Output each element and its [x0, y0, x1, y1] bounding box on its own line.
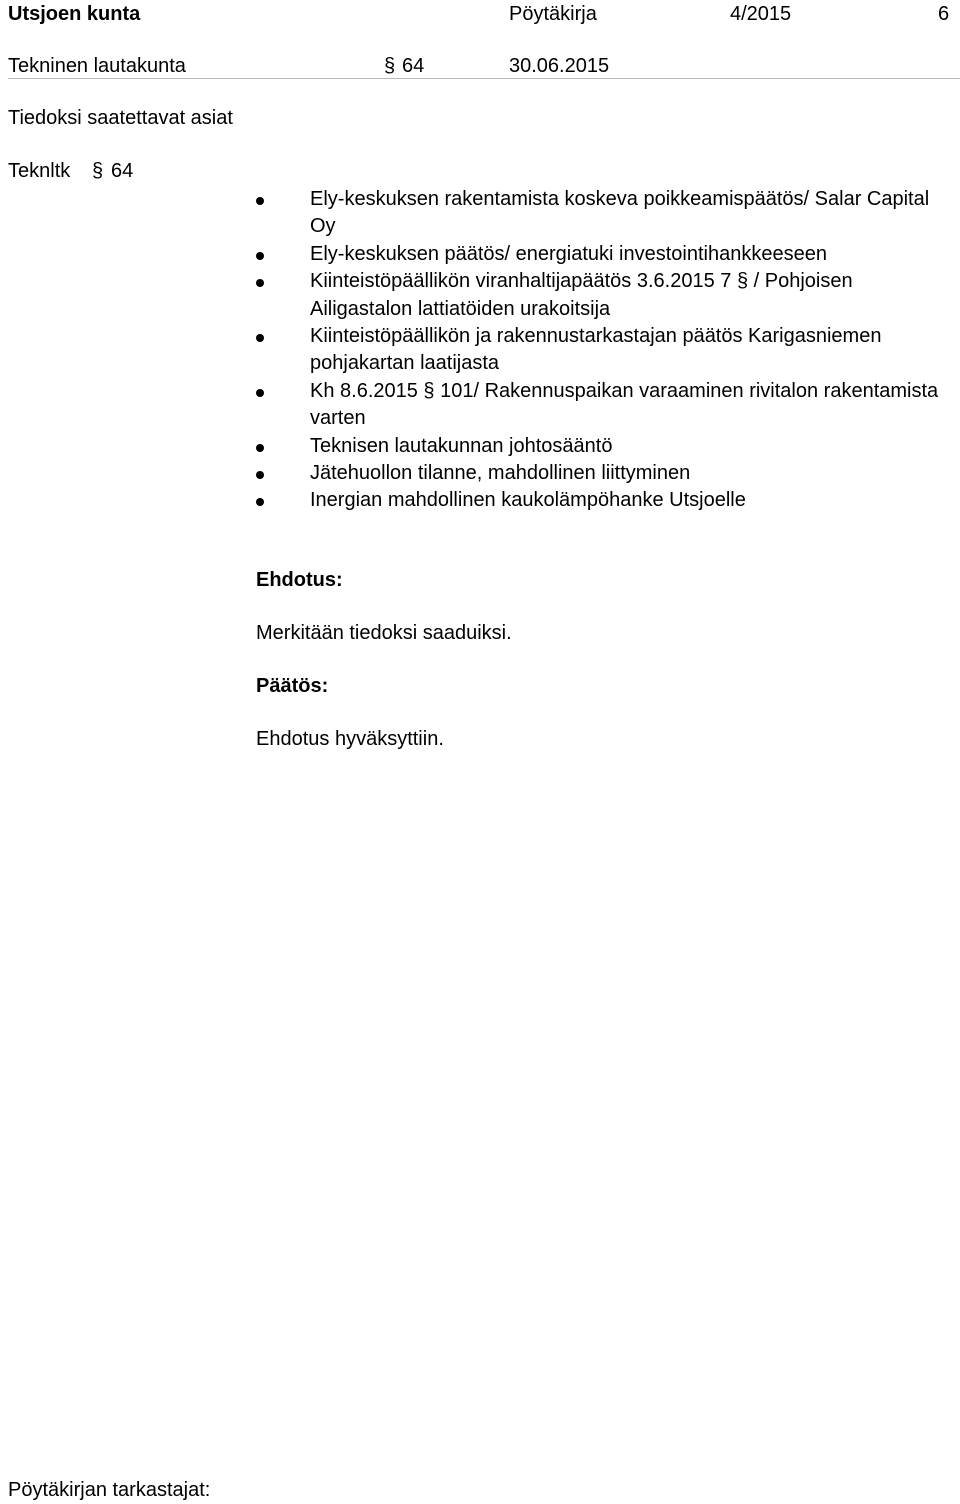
decision-heading: Päätös: — [256, 675, 329, 697]
page-number: 6 — [938, 3, 950, 25]
bullet-icon — [256, 389, 264, 397]
list-item: Jätehuollon tilanne, mahdollinen liittyminen — [0, 460, 960, 487]
bullet-icon — [256, 252, 264, 260]
bullet-icon — [256, 471, 264, 479]
document-type: Pöytäkirja — [509, 3, 597, 25]
notice-list — [0, 186, 960, 515]
page-title: Tiedoksi saatettavat asiat — [8, 107, 233, 129]
reference-section-symbol: § — [92, 160, 104, 182]
meeting-date: 30.06.2015 — [509, 55, 610, 77]
list-item: Inergian mahdollinen kaukolämpöhanke Utsjoelle — [0, 487, 960, 514]
proposal-text: Merkitään tiedoksi saaduiksi. — [256, 622, 512, 644]
proposal-heading: Ehdotus: — [256, 569, 343, 591]
reviewers-label: Pöytäkirjan tarkastajat: — [8, 1479, 211, 1501]
reference-number: 64 — [111, 160, 134, 182]
header-divider — [8, 78, 960, 79]
bullet-icon — [256, 279, 264, 287]
list-item: Teknisen lautakunnan johtosääntö — [0, 433, 960, 460]
list-item: Ely-keskuksen rakentamista koskeva poikkeamispäätös/ Salar Capital Oy — [0, 186, 960, 241]
list-item: Kiinteistöpäällikön viranhaltijapäätös 3.6.2015 7 § / Pohjoisen Ailigastalon lattiatöiden urakoitsija — [0, 268, 960, 323]
section-symbol: § — [384, 55, 396, 77]
reference-label: Teknltk — [8, 160, 71, 182]
bullet-icon — [256, 197, 264, 205]
list-item: Kiinteistöpäällikön ja rakennustarkastajan päätös Karigasniemen pohjakartan laatijasta — [0, 323, 960, 378]
section-number: 64 — [402, 55, 425, 77]
bullet-icon — [256, 444, 264, 452]
list-item: Kh 8.6.2015 § 101/ Rakennuspaikan varaaminen rivitalon rakentamista varten — [0, 378, 960, 433]
organization-name: Utsjoen kunta — [8, 3, 141, 25]
committee-name: Tekninen lautakunta — [8, 55, 186, 77]
bullet-icon — [256, 334, 264, 342]
decision-text: Ehdotus hyväksyttiin. — [256, 728, 444, 750]
list-item: Ely-keskuksen päätös/ energiatuki investointihankkeeseen — [0, 241, 960, 268]
document-number: 4/2015 — [730, 3, 792, 25]
bullet-icon — [256, 498, 264, 506]
